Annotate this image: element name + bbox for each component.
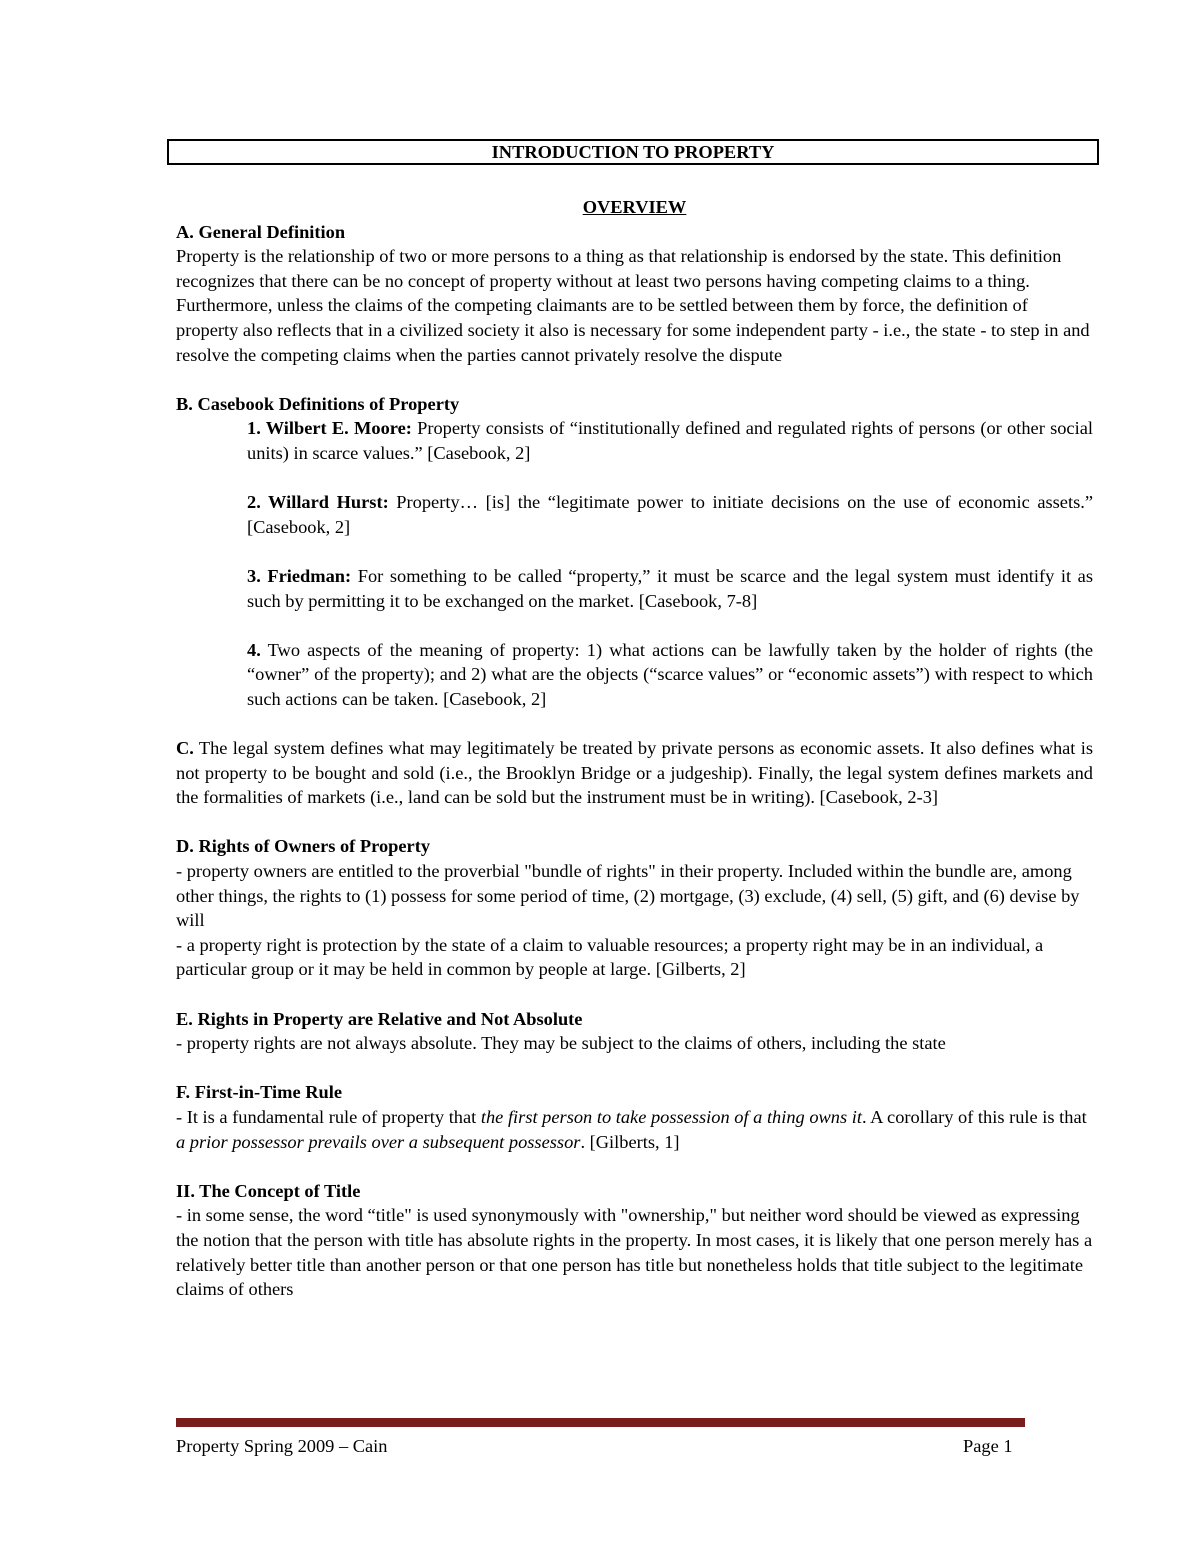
section-f-text-3: . [Gilberts, 1]: [580, 1131, 680, 1152]
footer-page-number: Page 1: [963, 1436, 1013, 1456]
section-d: [176, 834, 1093, 982]
section-f-body: [176, 1105, 1093, 1154]
footer-course: Property Spring 2009 – Cain: [176, 1436, 388, 1456]
section-d-line-1: - property owners are entitled to the proverbial "bundle of rights" in their property. Included within the bundle are, among other things, the rights to (1) possess for some period of time, (2) mortgage, (3) exclude, (4) sell, (5) gift, and (6) devise by will: [176, 861, 1080, 931]
section-f-text-2: . A corollary of this rule is that: [861, 1106, 1087, 1127]
definition-item-text: Property consists of “institutionally defined and regulated rights of persons (or other social units) in scarce values.” [Casebook, 2]: [247, 418, 1093, 463]
section-d-heading: D. Rights of Owners of Property: [176, 836, 431, 857]
definition-item: [247, 490, 1093, 539]
document-title: INTRODUCTION TO PROPERTY: [167, 139, 1099, 165]
section-f-text-1: - It is a fundamental rule of property that: [176, 1106, 481, 1127]
definition-item-label: 4.: [247, 639, 261, 660]
definition-item: [247, 638, 1093, 712]
document-body: [176, 195, 1093, 1326]
section-ii-heading: II. The Concept of Title: [176, 1180, 361, 1201]
section-b-heading-text: B. Casebook Definitions of Property: [176, 393, 460, 414]
section-a: [176, 220, 1093, 368]
section-f-italic-1: the first person to take possession of a thing owns it: [480, 1106, 862, 1127]
overview-heading: OVERVIEW: [582, 197, 687, 217]
section-c-label: C.: [176, 738, 194, 759]
footer-rule: [176, 1418, 1025, 1427]
definition-item-label: 3. Friedman:: [247, 565, 352, 586]
section-f-heading: F. First-in-Time Rule: [176, 1082, 343, 1103]
section-b: [176, 392, 1093, 712]
section-c-text: The legal system defines what may legitimately be treated by private persons as economic assets. It also defines what is not property to be bought and sold (i.e., the Brooklyn Bridge or a judgeship). Finally, the legal system defines markets and the formalities of markets (i.e., land can be sold but the instrument must be in writing). [Casebook, 2-3]: [176, 738, 1093, 808]
definition-item-text: Property… [is] the “legitimate power to initiate decisions on the use of economic assets.” [Casebook, 2]: [247, 492, 1093, 537]
definition-item-label: 1. Wilbert E. Moore:: [247, 418, 412, 439]
definition-item-label: 2. Willard Hurst:: [247, 492, 389, 513]
section-e-heading: E. Rights in Property are Relative and Not Absolute: [176, 1008, 583, 1029]
section-ii: [176, 1179, 1093, 1302]
section-e: [176, 1007, 1093, 1056]
section-ii-body: - in some sense, the word “title" is used synonymously with "ownership," but neither word should be viewed as expressing the notion that the person with title has absolute rights in the property. In most cases, it is likely that one person merely has a relatively better title than another person or that one person has title but nonetheless holds that title subject to the legitimate claims of others: [176, 1205, 1093, 1300]
section-f-italic-2: a prior possessor prevails over a subsequent possessor: [176, 1131, 581, 1152]
section-d-line-2: - a property right is protection by the state of a claim to valuable resources; a property right may be in an individual, a particular group or it may be held in common by people at large. [Gilberts, 2]: [176, 934, 1044, 980]
definition-item: [247, 564, 1093, 613]
definition-item-text: For something to be called “property,” it must be scarce and the legal system must identify it as such by permitting it to be exchanged on the market. [Casebook, 7-8]: [247, 565, 1093, 611]
definition-item-text: Two aspects of the meaning of property: 1) what actions can be lawfully taken by the holder of rights (the “owner” of the property); and 2) what are the objects (“scarce values” or “economic assets”) with respect to which such actions can be taken. [Casebook, 2]: [247, 639, 1093, 709]
section-a-body: Property is the relationship of two or more persons to a thing as that relationship is endorsed by the state. This definition recognizes that there can be no concept of property without at least two persons having competing claims to a thing. Furthermore, unless the claims of the competing claimants are to be settled between them by force, the definition of property also reflects that in a civilized society it also is necessary for some independent party - i.e., the state - to step in and resolve the competing claims when the parties cannot privately resolve the dispute: [176, 246, 1090, 365]
section-b-heading: [176, 392, 1093, 417]
section-a-heading: A. General Definition: [176, 221, 346, 242]
section-c: [176, 736, 1093, 810]
section-e-body: - property rights are not always absolute. They may be subject to the claims of others, including the state: [176, 1033, 946, 1054]
definition-item: [247, 416, 1093, 465]
section-f: [176, 1080, 1093, 1154]
